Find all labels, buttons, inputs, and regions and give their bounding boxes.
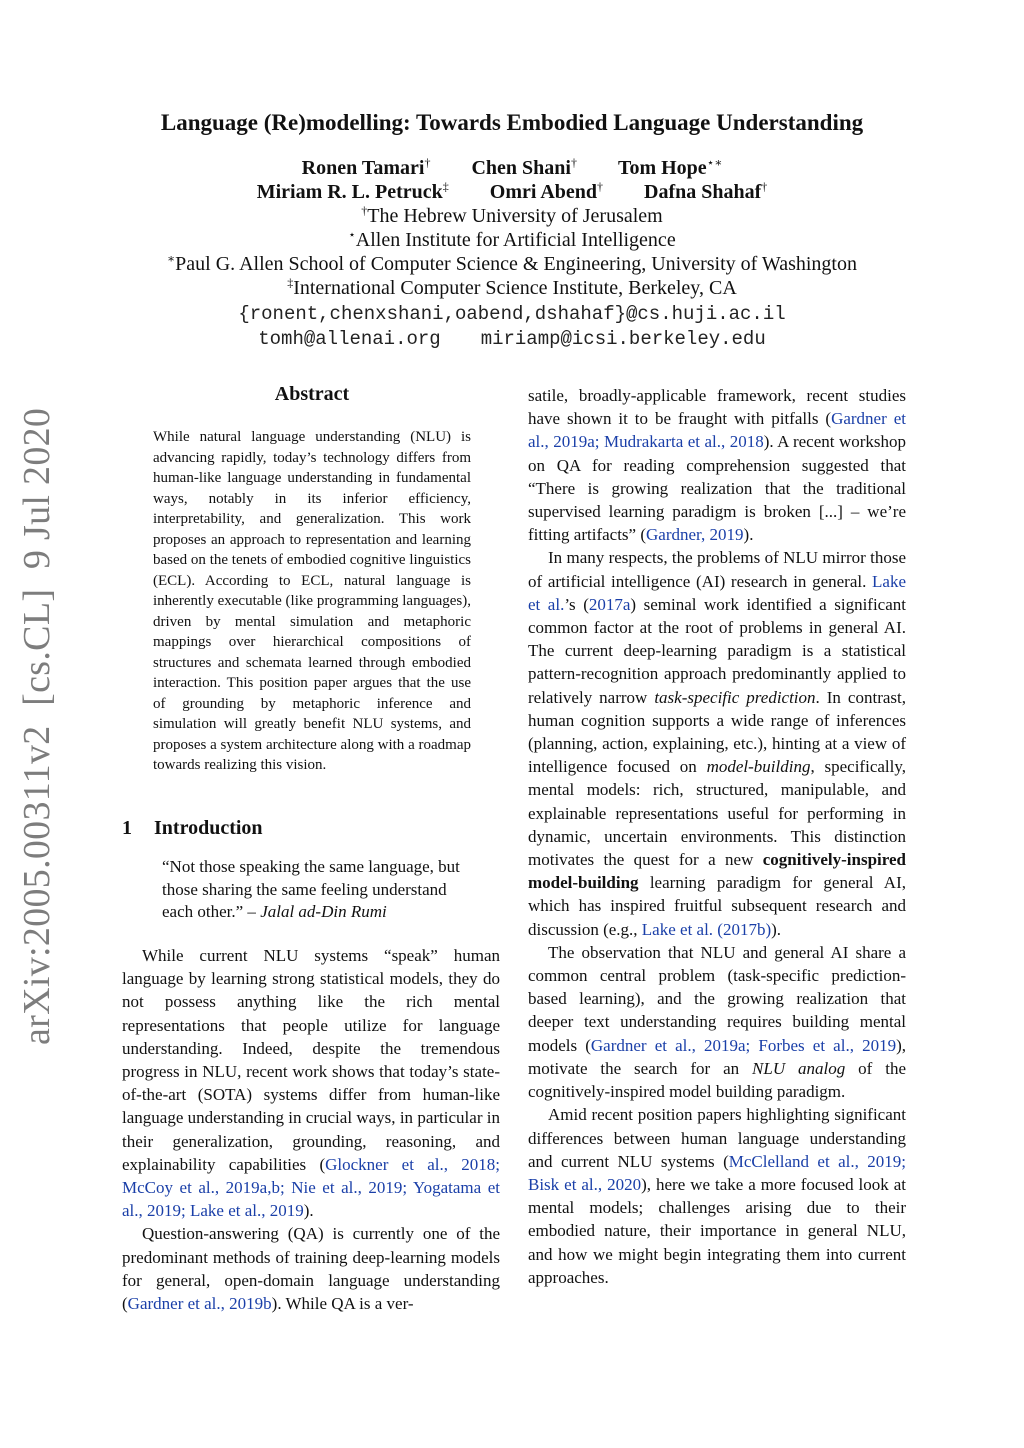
affiliation: ∗Paul G. Allen School of Computer Science & Engineering, University of Washington bbox=[167, 251, 857, 275]
affiliation: ‡International Computer Science Institute, Berkeley, CA bbox=[287, 275, 737, 299]
author: Miriam R. L. Petruck‡ bbox=[256, 179, 449, 203]
paragraph: Amid recent position papers highlighting significant differences between human language understanding and current NLU systems (McClelland et al., 2019; Bisk et al., 2020), here we take a more focused look at mental models; challenges arising due to their embodied nature, their importance in general NLU, and how we might begin integrating them into current approaches. bbox=[528, 1105, 906, 1287]
citation-link[interactable]: Gardner et al., 2019a; Mudrakarta et al., 2018 bbox=[528, 409, 906, 452]
citation-link[interactable]: Gardner, 2019 bbox=[646, 525, 744, 545]
email[interactable]: miriamp@icsi.berkeley.edu bbox=[480, 328, 766, 350]
paragraph: Question-answering (QA) is currently one of the predominant methods of training deep-learning models for general, open-domain language understanding (Gardner et al., 2019b). While QA is a ver- bbox=[122, 1224, 500, 1314]
citation-link[interactable]: Gardner et al., 2019a; Forbes et al., 2019 bbox=[590, 1035, 897, 1055]
affiliation: ⋆Allen Institute for Artificial Intelligence bbox=[348, 227, 676, 251]
email-line bbox=[0, 328, 1024, 350]
author: Omri Abend† bbox=[489, 179, 604, 203]
author: Tom Hope⋆∗ bbox=[617, 155, 723, 179]
paper-title: Language (Re)modelling: Towards Embodied Language Understanding bbox=[160, 110, 864, 135]
affiliation: †The Hebrew University of Jerusalem bbox=[361, 203, 663, 227]
epigraph-quote: “Not those speaking the same language, but those sharing the same feeling understand each other.” – Jalal ad-Din Rumi bbox=[162, 857, 460, 921]
author: Dafna Shahaf† bbox=[644, 179, 768, 203]
citation-link[interactable]: Lake et al. (2017b) bbox=[641, 919, 772, 939]
author-row-1 bbox=[0, 157, 1024, 180]
paragraph: The observation that NLU and general AI share a common central problem (task-specific prediction-based learning), and the growing realization that deeper text understanding requires building mental models (Gardner et al., 2019a; Forbes et al., 2019), motivate the search for an NLU analog of the cognitively-inspired model building paradigm. bbox=[528, 942, 906, 1102]
paragraph: In many respects, the problems of NLU mirror those of artificial intelligence (AI) research in general. Lake et al.’s (2017a) seminal work identified a significant common factor at the root of problems in general AI. The current deep-learning paradigm is a statistical pattern-recognition approach predominantly applied to relatively narrow task-specific prediction. In contrast, human cognition supports a wide range of inferences (planning, action, explaining, etc.), hinting at a view of intelligence focused on model-building, specifically, mental models: rich, structured, manipulable, and explainable representations useful for performing in dynamic, uncertain environments. This distinction motivates the quest for a new cognitively-inspired model-building learning paradigm for general AI, which has inspired fruitful subsequent research and discussion (e.g., Lake et al. (2017b)). bbox=[528, 548, 906, 939]
quote-author: Jalal ad-Din Rumi bbox=[260, 902, 387, 921]
citation-link[interactable]: McClelland et al., 2019; Bisk et al., 2020 bbox=[528, 1151, 906, 1194]
author: Ronen Tamari† bbox=[301, 155, 431, 179]
citation-link[interactable]: Lake et al. bbox=[528, 571, 906, 614]
email[interactable]: tomh@allenai.org bbox=[258, 328, 441, 350]
email-line: {ronent,chenxshani,oabend,dshahaf}@cs.huji.ac.il bbox=[238, 303, 786, 325]
right-column-body bbox=[528, 384, 906, 1289]
citation-link[interactable]: Gardner et al., 2019b bbox=[127, 1294, 272, 1314]
citation-link[interactable]: Glockner et al., 2018; McCoy et al., 2019a,b; Nie et al., 2019; Yogatama et al., 2019; Lake et al., 2019 bbox=[122, 1154, 500, 1221]
section-heading: 1 Introduction bbox=[122, 817, 263, 839]
arxiv-identifier: arXiv:2005.00311v2 [cs.CL] 9 Jul 2020 bbox=[16, 407, 58, 1045]
paragraph: satile, broadly-applicable framework, recent studies have shown it to be fraught with pitfalls (Gardner et al., 2019a; Mudrakarta et al., 2018). A recent workshop on QA for reading comprehension suggested that “There is growing realization that the traditional supervised learning paradigm is broken [...] – we’re fitting artifacts” (Gardner, 2019). bbox=[528, 386, 907, 545]
author-row-2 bbox=[0, 181, 1024, 204]
author: Chen Shani† bbox=[471, 155, 577, 179]
left-column-body bbox=[122, 944, 500, 1315]
citation-link[interactable]: 2017a bbox=[588, 594, 631, 614]
paragraph: While current NLU systems “speak” human language by learning strong statistical models, they do not possess anything like the rich mental representations that people utilize for language understanding. Indeed, despite the tremendous progress in NLU, recent work shows that today’s state-of-the-art (SOTA) systems differ from human-like language understanding in crucial ways, in particular in their generalization, grounding, reasoning, and explainability capabilities (Glockner et al., 2018; McCoy et al., 2019a,b; Nie et al., 2019; Yogatama et al., 2019; Lake et al., 2019). bbox=[122, 946, 500, 1221]
abstract-body: While natural language understanding (NLU) is advancing rapidly, today’s technology differs from human-like language understanding in fundamental ways, notably in its inferior efficiency, interpretability, and generalization. This work proposes an approach to representation and learning based on the tenets of embodied cognitive linguistics (ECL). According to ECL, natural language is inherently executable (like programming languages), driven by mental simulation and metaphoric mappings over hierarchical compositions of structures and schemata learned through embodied interaction. This position paper argues that the use of grounding by metaphoric inference and simulation will greatly benefit NLU systems, and proposes a system architecture along with a roadmap towards realizing this vision. bbox=[153, 429, 471, 773]
abstract-heading: Abstract bbox=[274, 383, 350, 405]
